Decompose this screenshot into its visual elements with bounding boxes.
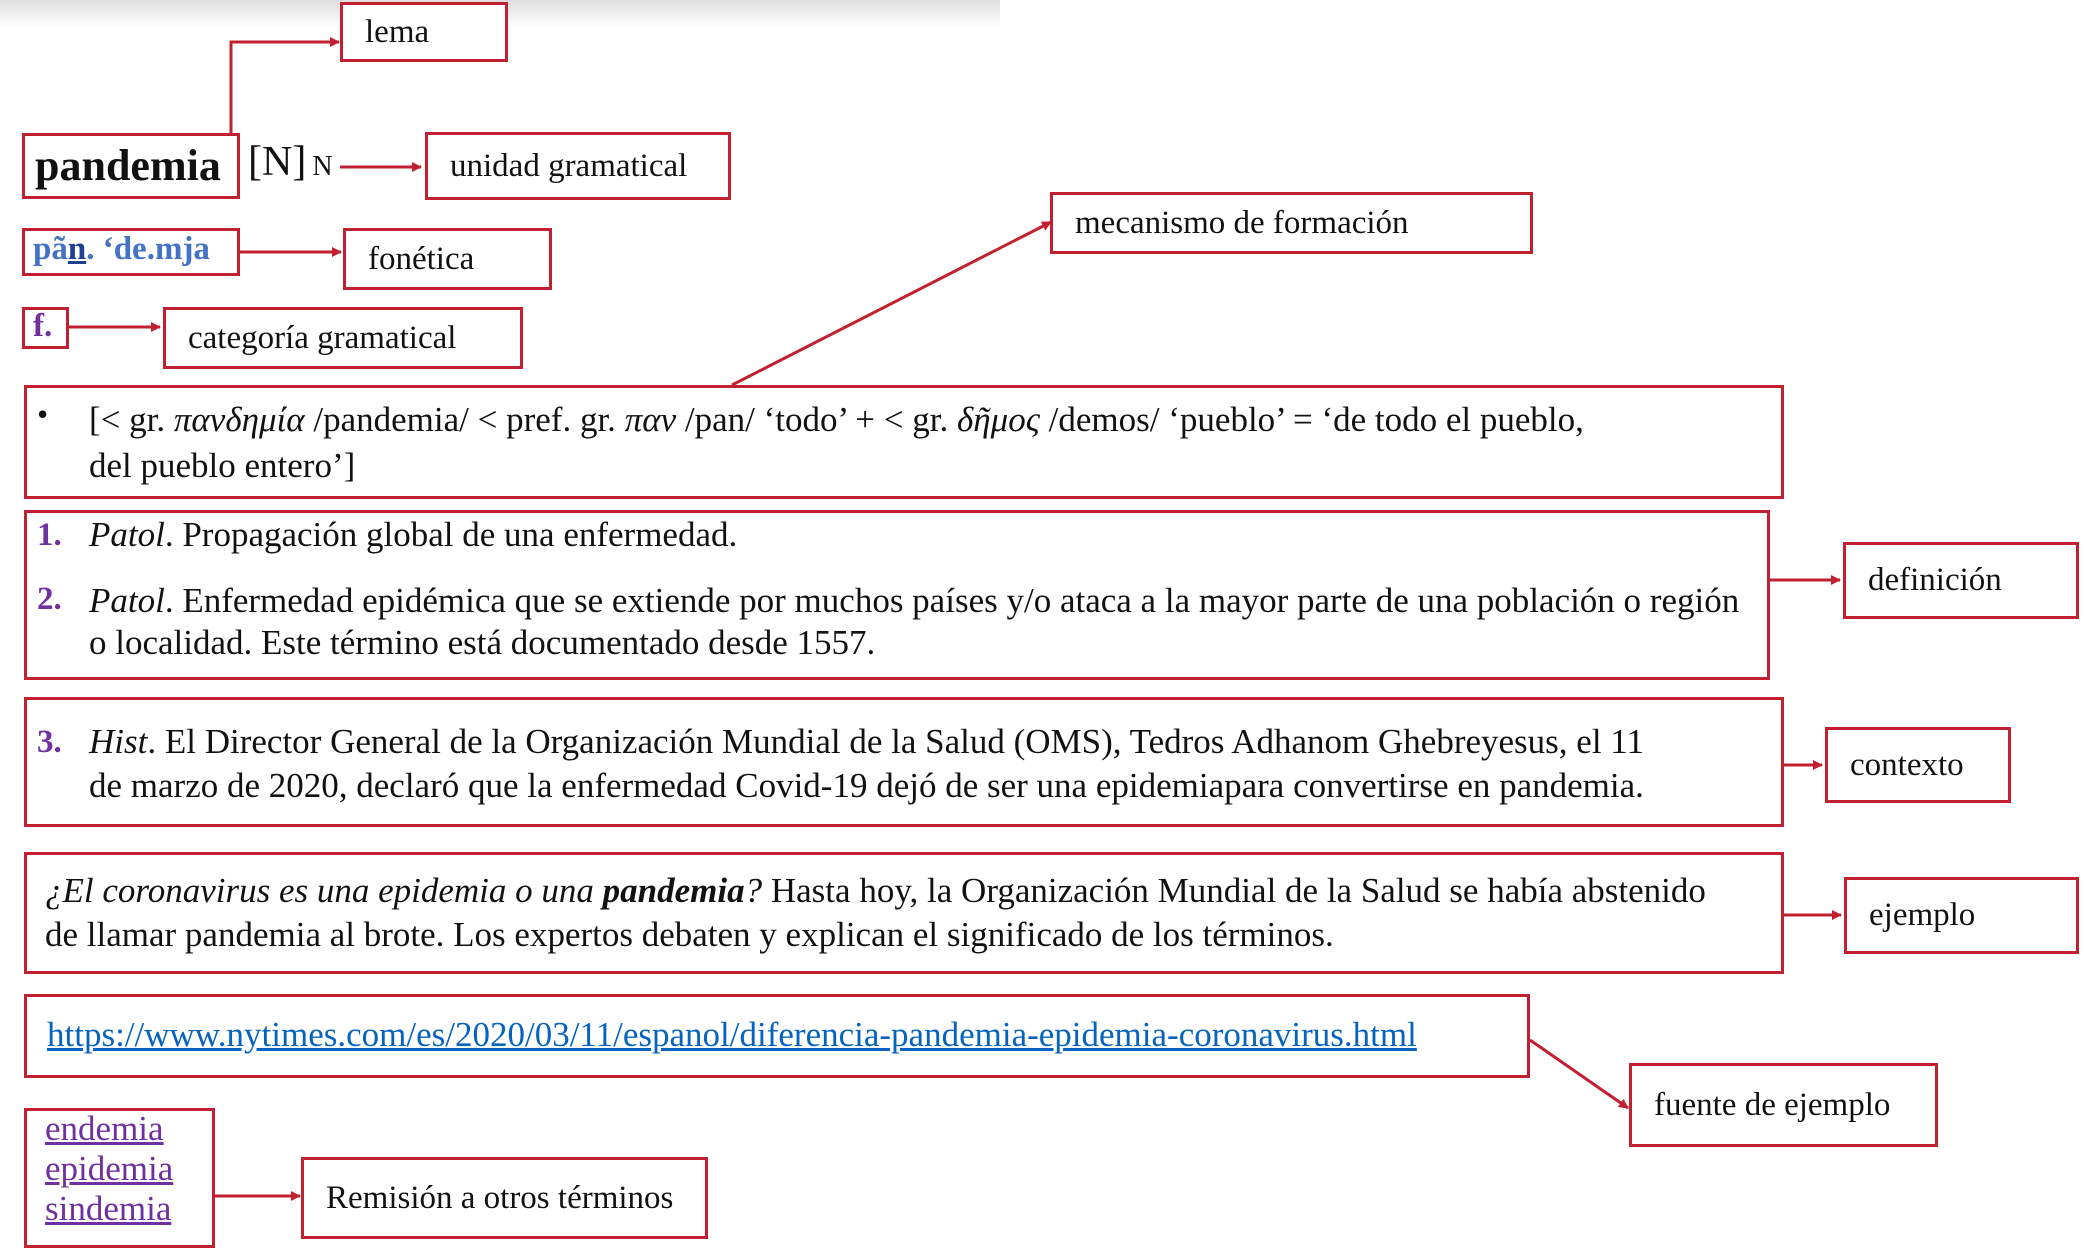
- context-body: . El Director General de la Organización Mundial de la Salud (OMS), Tedros Adhanom Ghebreyesus, el 11: [147, 722, 1645, 761]
- category-text: f.: [33, 308, 53, 344]
- label-definicion-text: definición: [1868, 562, 2002, 598]
- label-remision: [301, 1157, 708, 1239]
- definition-2-line2: o localidad. Este término está documentado desde 1557.: [89, 623, 876, 662]
- definition-2-abbr: Patol: [89, 581, 165, 620]
- category-box: [22, 307, 69, 349]
- ety-greek-2: παν: [624, 400, 677, 439]
- definition-2-number: 2.: [37, 581, 62, 617]
- source-box: [24, 994, 1530, 1078]
- arrow-fuente: [1530, 1040, 1628, 1108]
- ety-p1: [< gr.: [89, 400, 174, 439]
- etymology-box: [24, 385, 1784, 499]
- ety-p3: /pan/ ‘todo’ + < gr.: [676, 400, 958, 439]
- label-remision-text: Remisión a otros términos: [326, 1179, 674, 1216]
- context-abbr: Hist: [89, 722, 148, 761]
- label-ejemplo: [1844, 877, 2079, 954]
- ety-greek-1: πανδημία: [173, 400, 305, 439]
- definition-2-body: . Enfermedad epidémica que se extiende por muchos países y/o ataca a la mayor parte de una población o región: [164, 581, 1740, 620]
- related-term-sindemia[interactable]: sindemia: [45, 1189, 172, 1228]
- label-fonetica-text: fonética: [368, 240, 475, 277]
- definition-1-number: 1.: [37, 517, 62, 553]
- ety-greek-3: δῆμος: [957, 400, 1040, 439]
- related-term-endemia[interactable]: endemia: [45, 1109, 164, 1148]
- phonetic-a: pã: [33, 231, 68, 267]
- definition-1-abbr: Patol: [89, 515, 165, 554]
- phonetic-text: [33, 231, 210, 268]
- label-unidad-gramatical: [425, 132, 731, 200]
- label-unidad-text: unidad gramatical: [450, 147, 688, 184]
- example-line1: [45, 869, 1706, 913]
- label-lema: [340, 2, 508, 62]
- label-lema-text: lema: [365, 13, 430, 50]
- definitions-box: [24, 510, 1770, 680]
- label-fonetica: [343, 228, 552, 290]
- label-mecanismo: [1050, 192, 1533, 254]
- grammar-unit: [248, 140, 333, 189]
- context-line1: [89, 720, 1644, 764]
- label-categoria-gramatical: [163, 307, 523, 369]
- example-box: [24, 852, 1784, 974]
- example-line2: de llamar pandemia al brote. Los expertos debaten y explican el significado de los términos.: [45, 915, 1334, 954]
- phonetic-box: [22, 228, 240, 276]
- example-italic-a: ¿El coronavirus es una epidemia o una: [45, 871, 603, 910]
- label-mecanismo-text: mecanismo de formación: [1075, 204, 1409, 241]
- etymology-bullet: •: [37, 396, 49, 432]
- definition-1-text: [89, 513, 737, 557]
- headword-box: [22, 133, 240, 199]
- ety-p4: /demos/ ‘pueblo’ = ‘de todo el pueblo,: [1039, 400, 1584, 439]
- label-categoria-text: categoría gramatical: [188, 319, 457, 356]
- example-italic-b: ?: [744, 871, 763, 910]
- label-ejemplo-text: ejemplo: [1869, 897, 1976, 933]
- label-contexto: [1825, 727, 2011, 803]
- ety-p2: /pandemia/ < pref. gr.: [304, 400, 625, 439]
- sub-n: N: [312, 151, 333, 182]
- etymology-line1: [89, 398, 1584, 442]
- etymology-line2: del pueblo entero’]: [89, 446, 356, 485]
- arrow-mecanismo: [732, 222, 1051, 385]
- label-fuente-text: fuente de ejemplo: [1654, 1086, 1891, 1123]
- source-link[interactable]: https://www.nytimes.com/es/2020/03/11/espanol/diferencia-pandemia-epidemia-coronavirus.html: [47, 1015, 1417, 1054]
- definition-1-body: . Propagación global de una enfermedad.: [164, 515, 738, 554]
- related-terms-box: [24, 1108, 215, 1248]
- label-definicion: [1843, 542, 2079, 619]
- related-term-epidemia[interactable]: epidemia: [45, 1149, 174, 1188]
- arrow-lema: [231, 42, 339, 133]
- context-line2: de marzo de 2020, declaró que la enfermedad Covid-19 dejó de ser una epidemiapara convertirse en pandemia.: [89, 766, 1644, 805]
- bracket-n: [N]: [248, 139, 307, 185]
- context-box: [24, 697, 1784, 827]
- phonetic-c: . ‘de.mja: [86, 231, 210, 267]
- context-number: 3.: [37, 724, 62, 760]
- definition-2-text: [89, 579, 1739, 623]
- example-bold-term: pandemia: [602, 871, 745, 910]
- headword: pandemia: [35, 141, 221, 190]
- example-rest: Hasta hoy, la Organización Mundial de la Salud se había abstenido: [762, 871, 1706, 910]
- label-fuente: [1629, 1063, 1938, 1147]
- phonetic-b: n: [67, 231, 87, 267]
- label-contexto-text: contexto: [1850, 746, 1964, 783]
